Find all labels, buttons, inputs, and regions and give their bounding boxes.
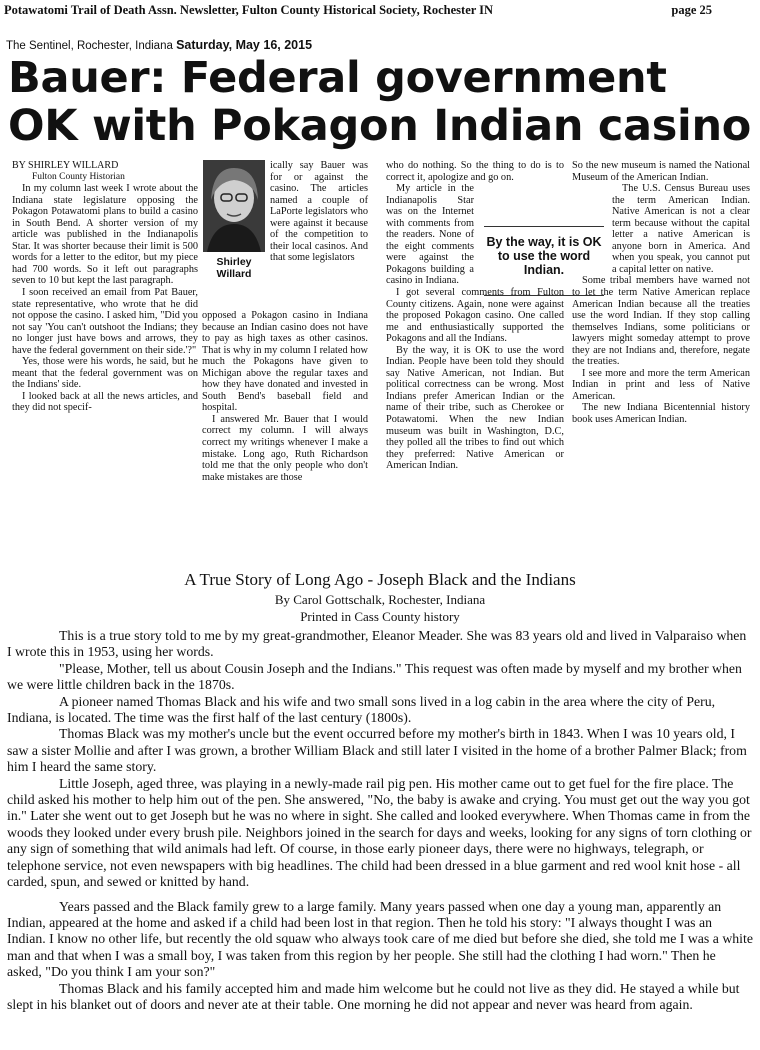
article-column-1 — [12, 160, 198, 414]
story-paragraph: This is a true story told to me by my great-grandmother, Eleanor Meader. She was 83 years old and lived in Valparaiso when I wrote this in 1953, using her words. — [7, 628, 747, 660]
byline-title: Fulton County Historian — [32, 171, 125, 182]
paragraph: The new Indiana Bicentennial history book uses American Indian. — [572, 402, 750, 426]
paragraph: I answered Mr. Bauer that I would correct my column. I will always correct my writings whenever I make a mistake. Long ago, Ruth Richardson told me that the only people who don't make mistakes are those — [202, 413, 368, 483]
story-paragraph: "Please, Mother, tell us about Cousin Joseph and the Indians." This request was often made by myself and my brother when we were little children back in the 1870s. — [7, 660, 742, 693]
paragraph: I looked back at all the news articles, and they did not specif- — [12, 390, 198, 414]
paragraph: In my column last week I wrote about the Indiana state legislature opposing the Pokagon Potawatomi plans to build a casino in South Bend. A shorter version of my article was published in the Indianapolis Star. It was shorter because their limit is 500 words for a letter to the editor, but my piece had 700 words. So it left out paragraphs seven to 10 but kept the last paragraph. — [12, 183, 198, 287]
story-paragraph: Little Joseph, aged three, was playing in a newly-made rail pig pen. His mother came out to get fuel for the fire place. The child asked his mother to help him out of the pen. She answered, "No, the baby is awake and crying. You must get out the way you got in." Later she went out to get Joseph but he was no where in sight. She called and looked everywhere. When Thomas came in from the woods they looked under every brush pile. Neighbors joined in the search for days and weeks, looking for any signs of torn clothing or any sign of something that wild animals had left. Of course, in those early pioneer days, there were no highways, telegraph, or telephone service, not even newspapers with big headlines. The child had been dressed in a blue garment and red wool knit hose - all carded, spun, and sewed or knitted by hand. — [7, 775, 752, 890]
paragraph: Yes, those were his words, he said, but he meant that the federal government was on the Indians' side. — [12, 356, 198, 391]
author-photo — [203, 160, 265, 280]
story-paragraph: A pioneer named Thomas Black and his wife and two small sons lived in a log cabin in the area where the city of Peru, Indiana, is located. The time was the first half of the last century (1800s). — [7, 693, 716, 726]
story-paragraph: Thomas Black was my mother's uncle but the event occurred before my mother's birth in 1843. When I was 10 years old, I saw a sister Mollie and after I was grown, a brother William Black and still later I visited in the home of a brother Palmer Black; from him I heard the same story. — [7, 726, 747, 775]
story-author: By Carol Gottschalk, Rochester, Indiana — [274, 592, 486, 607]
headline-line-1: Bauer: Federal government — [8, 53, 667, 103]
paragraph: My article in the Indianapolis Star was on the Internet with comments from the readers. None of the eight comments were against the Pokagons building a casino in Indiana. — [386, 183, 474, 287]
publication-date: Saturday, May 16, 2015 — [176, 38, 313, 52]
paragraph: ically say Bauer was for or against the casino. The articles named a couple of LaPorte legislators who were against it because of the competition to their local casinos. And that some legislators — [270, 160, 368, 264]
photo-caption: Shirley Willard — [216, 256, 252, 280]
author-portrait-image — [203, 160, 265, 252]
paragraph: opposed a Pokagon casino in Indiana because an Indian casino does not have to pay as high taxes as other casinos. That is why in my column I related how much the Pokagons have given to Michigan above the regular taxes and how they have donated and invested in South Bend's baseball field and hospital. — [202, 310, 368, 414]
paragraph: The U.S. Census Bureau uses the term American Indian. Native American is not a clear term because without the capital letter a native American is anyone born in America. And when you speak, you cannot put a capital letter on native. — [612, 183, 750, 275]
article-column-3 — [386, 160, 564, 472]
story-paragraph: Thomas Black and his family accepted him and made him welcome but he could not live as they did. He stayed a while but slept in his blanket out of doors and never ate at their table. One morning he did not appear and never was heard from again. — [7, 980, 740, 1012]
paragraph: I soon received an email from Pat Bauer, state representative, who wrote that he did not oppose the casino. I asked him, "Did you not say 'You can't outshoot the Indians; they no longer just have bows and arrows, they have the federal government on their side.'?" — [12, 287, 198, 356]
headline-line-2: OK with Pokagon Indian casino — [8, 101, 752, 151]
article-column-2-top — [270, 160, 368, 264]
dateline — [6, 38, 312, 52]
article-headline — [8, 54, 758, 150]
story-paragraph: Years passed and the Black family grew to a large family. Many years passed when one day a young man, apparently an Indian, appeared at the home and asked if a child had been lost in that region. Then he told his story: "I always thought I was an Indian. I know no other life, but recently the old squaw who always took care of me died but before she died, she told me I was a white man and that when I was a small boy, I was taken from this region by her people. She still had the clothing I had worn." Then he asked, "Do you think I am your son?" — [7, 898, 753, 980]
paragraph: I see more and more the term American Indian in print and less of Native American. — [572, 367, 750, 402]
newsletter-title: Potawatomi Trail of Death Assn. Newsletter, Fulton County Historical Society, Rochester IN — [4, 3, 494, 17]
paragraph: who do nothing. So the thing to do is to correct it, apologize and go on. — [386, 160, 564, 183]
article-column-2 — [202, 310, 368, 483]
paragraph: By the way, it is OK to use the word Indian. People have been told they should say Native American, not Indian. But political correctness can be wrong. Most Indians prefer American Indian or the name of their tribe, such as Cherokee or Potawatomi. When the new Indian museum was built in Washington, D.C, they polled all the tribes to find out which they preferred: Native American or American Indian. — [386, 344, 564, 472]
paragraph: So the new museum is named the National Museum of the American Indian. — [572, 160, 750, 183]
story-title: A True Story of Long Ago - Joseph Black and the Indians — [184, 570, 576, 589]
paragraph: Some tribal members have warned not to let the term Native American replace American Indian because all the treaties use the word Indian. If they stop calling themselves Indians, some politicians or lawyers might someday attempt to prove they are not Indians and, therefore, negate the treaties. — [572, 275, 750, 368]
story-source: Printed in Cass County history — [300, 609, 460, 624]
byline-author: BY SHIRLEY WILLARD — [12, 160, 119, 171]
paragraph: I got several comments from Fulton County citizens. Again, none were against the proposed Pokagon casino. One called me and enthusiastically supported the Pokagons and all the Indians. — [386, 287, 564, 345]
page-number: page 25 — [671, 3, 712, 17]
story-body — [7, 628, 753, 1013]
article-column-4 — [572, 160, 750, 426]
newsletter-header — [4, 3, 756, 18]
byline — [12, 160, 198, 183]
paper-name: The Sentinel, Rochester, Indiana — [6, 40, 173, 52]
pull-quote: By the way, it is OK to use the word Indian. — [484, 226, 604, 296]
